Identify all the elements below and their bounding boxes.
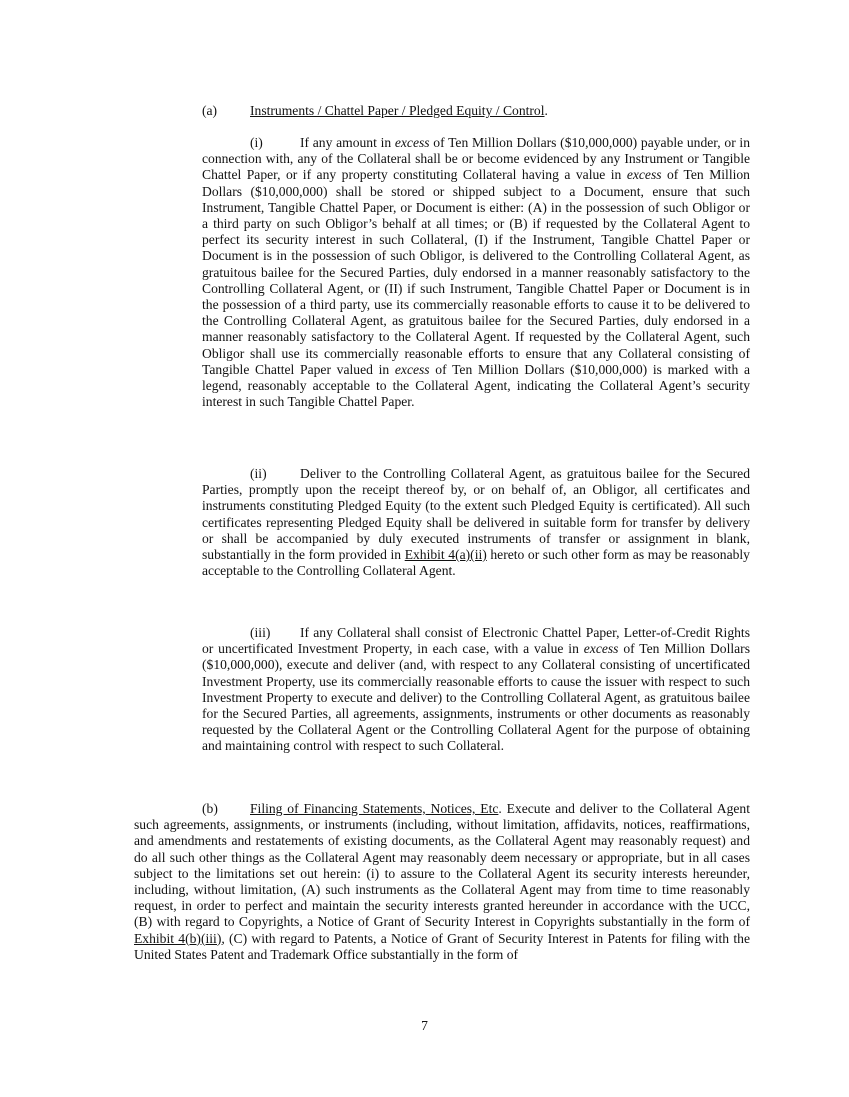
section-a-heading (202, 103, 548, 119)
paragraph-i-number: (i) (250, 135, 263, 150)
section-b-label: (b) (202, 801, 218, 816)
paragraph-iii-emphasis-1: excess (583, 641, 619, 657)
section-b-text-2: , (C) with regard to Patents, a Notice of Grant of Security Interest in Patents for filing with the United States Patent and Trademark Office substantially in the form of (134, 930, 750, 962)
section-b-text-1: . Execute and deliver to the Collateral Agent such agreements, assignments, or instruments (including, without limitation, affidavits, notices, reaffirmations, and amendments and restatements of existing documents, as the Collateral Agent may reasonably request) and do all such other things as the Collateral Agent may reasonably deem necessary or appropriate, but in all cases subject to the limitations set out herein: (i) to assure to the Collateral Agent its security interests hereunder, including, without limitation, (A) such instruments as the Collateral Agent may from time to time reasonably request, in order to perfect and maintain the security interests granted hereunder in accordance with the UCC, (B) with regard to Copyrights, a Notice of Grant of Security Interest in Copyrights substantially in the form of (134, 801, 750, 930)
paragraph-i-text-1: If any amount in (300, 135, 395, 150)
paragraph-i-emphasis-3: excess (394, 361, 430, 377)
section-a-title-end: . (544, 103, 548, 118)
paragraph-i-text-3: of Ten Million Dollars ($10,000,000) shall be stored or shipped subject to a Document, ensure that such Instrument, Tangible Chattel Paper, or Document is either: (A) in the possession of such Obligor or a third party on such Obligor’s behalf at all times; or (B) if requested by the Collateral Agent to perfect its security interest in such Collateral, (I) if the Instrument, Tangible Chattel Paper or Document is in the possession of such Obligor, is delivered to the Controlling Collateral Agent, as gratuitous bailee for the Secured Parties, duly endorsed in a manner reasonably satisfactory to the Controlling Collateral Agent, or (II) if such Instrument, Tangible Chattel Paper or Document is in the possession of a third party, use its commercially reasonable efforts to cause it to be delivered to the Controlling Collateral Agent, as gratuitous bailee for the Secured Parties, duly endorsed in a manner reasonably satisfactory to the Collateral Agent. If requested by the Collateral Agent, such Obligor shall use its commercially reasonable efforts to ensure that any Collateral consisting of Tangible Chattel Paper valued in (202, 167, 750, 377)
paragraph-i-text-2: of Ten Million Dollars ($10,000,000) payable under, or in connection with, any of the Collateral shall be or become evidenced by any Instrument or Tangible Chattel Paper, or if any property constituting Collateral having a value in (202, 135, 750, 183)
paragraph-iii-text-1: If any Collateral shall consist of Electronic Chattel Paper, Letter-of-Credit Rights or uncertificated Investment Property, in each case, with a value in (202, 625, 750, 657)
paragraph-ii-number: (ii) (250, 466, 267, 481)
section-b-paragraph (134, 801, 750, 963)
exhibit-4-b-iii-link[interactable]: Exhibit 4(b)(iii) (134, 930, 222, 946)
section-b-title: Filing of Financing Statements, Notices, Etc (250, 801, 499, 816)
exhibit-4-a-ii-link[interactable]: Exhibit 4(a)(ii) (404, 547, 487, 563)
paragraph-i-text-4: of Ten Million Dollars ($10,000,000) is marked with a legend, reasonably acceptable to the Collateral Agent, indicating the Collateral Agent’s security interest in such Tangible Chattel Paper. (202, 361, 750, 410)
paragraph-iii (202, 625, 750, 755)
paragraph-i-emphasis-2: excess (626, 167, 662, 183)
paragraph-ii-text-1: Deliver to the Controlling Collateral Agent, as gratuitous bailee for the Secured Parties, promptly upon the receipt thereof by, or on behalf of, an Obligor, all certificates and instruments constituting Pledged Equity (to the extent such Pledged Equity is certificated). All such certificates representing Pledged Equity shall be delivered in suitable form for transfer by delivery or shall be accompanied by duly executed instruments of transfer or assignment in blank, substantially in the form provided in (202, 466, 750, 563)
paragraph-i (202, 135, 750, 410)
page-number: 7 (421, 1018, 428, 1033)
paragraph-ii (202, 466, 750, 579)
paragraph-i-emphasis-1: excess (394, 135, 430, 150)
paragraph-ii-text-2: hereto or such other form as may be reasonably acceptable to the Controlling Collateral Agent. (202, 547, 750, 579)
section-a-label: (a) (202, 103, 218, 118)
paragraph-iii-number: (iii) (250, 625, 271, 640)
paragraph-iii-text-2: of Ten Million Dollars ($10,000,000), execute and deliver (and, with respect to any Collateral consisting of uncertificated Investment Property, use its commercially reasonable efforts to cause the issuer with respect to such Investment Property to execute and deliver) to the Controlling Collateral Agent, as gratuitous bailee for the Secured Parties, all agreements, assignments, instruments or other documents as reasonably requested by the Collateral Agent or the Controlling Collateral Agent for the purpose of obtaining and maintaining control with respect to such Collateral. (202, 641, 750, 754)
section-a-title: Instruments / Chattel Paper / Pledged Equity / Control (250, 103, 545, 118)
